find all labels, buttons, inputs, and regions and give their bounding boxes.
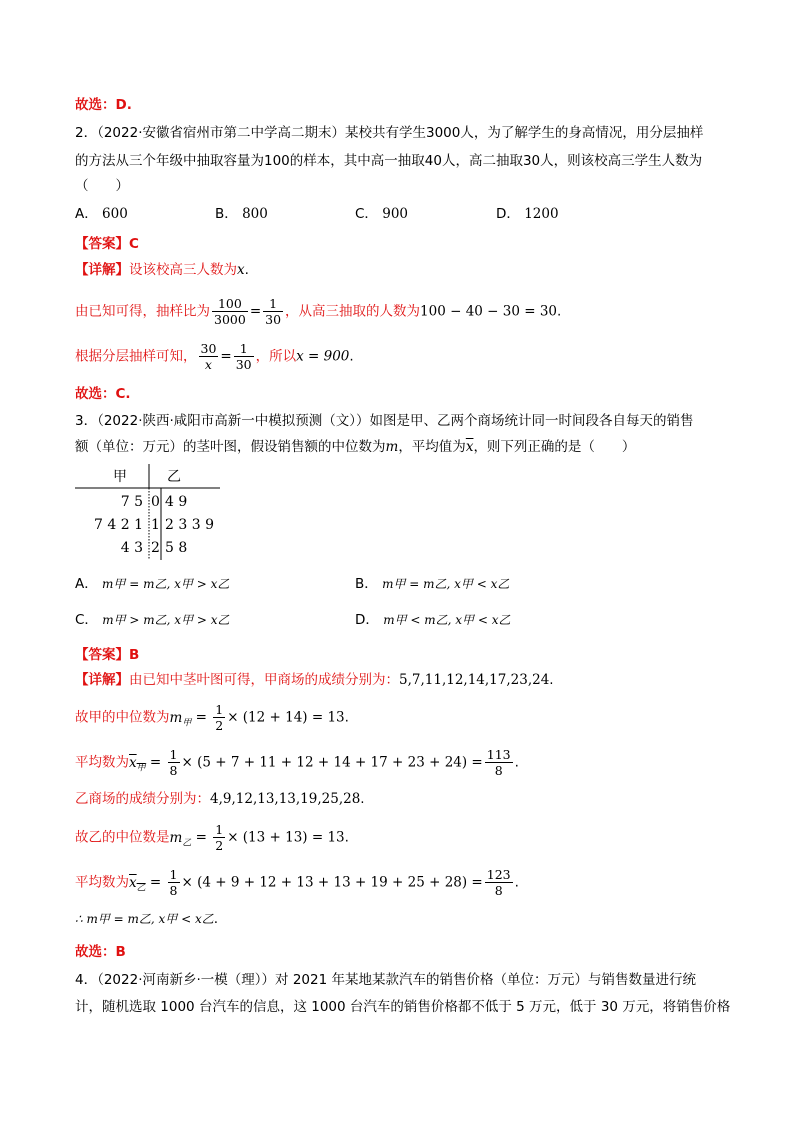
stem-leaf-head-left: 甲: [113, 469, 127, 485]
stem-leaf-right: 4 9: [165, 494, 188, 510]
q3-stem-line1: 3．（2022·陕西·咸阳市高新一中模拟预测（文））如图是甲、乙两个商场统计同一时间段各自每天的销售: [75, 413, 694, 429]
q2-answer: 【答案】C: [75, 236, 139, 252]
stem-leaf-head-right: 乙: [167, 469, 181, 485]
stem-leaf-stem: 0: [151, 494, 160, 510]
q3-option-b: B． m甲 = m乙, x甲 < x乙: [355, 576, 510, 592]
stem-leaf-lines: [75, 462, 225, 562]
q2-choice: 故选：C.: [75, 386, 131, 402]
stem-leaf-left: 7 5: [120, 494, 143, 510]
q3-choice: 故选：B: [75, 944, 126, 960]
q2-detail2: 由已知可得，抽样比为 $\frac{100}{3000}$ = $\frac{1}{30}$ ，从高三抽取的人数为100 − 40 − 30 = 30.: [75, 296, 562, 327]
q3-detail3: 平均数为$x_甲$ = $\frac{1}{8}$ × (5 + 7 + 11 + 12 + 14 + 17 + 23 + 24) = $\frac{113}{8}$ .: [75, 747, 519, 778]
stem-leaf-plot: [75, 462, 225, 562]
q3-answer: 【答案】B: [75, 647, 140, 663]
q3-detail6: 平均数为$x_乙$ = $\frac{1}{8}$ × (4 + 9 + 12 + 13 + 13 + 19 + 25 + 28) = $\frac{123}{8}$ .: [75, 867, 519, 898]
q2-stem-line1: 2．（2022·安徽省宿州市第二中学高二期末）某校共有学生3000人，为了解学生的身高情况，用分层抽样: [75, 125, 704, 141]
q2-detail3: 根据分层抽样可知， $\frac{30}{x}$ = $\frac{1}{30}$ ，所以x = 900.: [75, 341, 354, 372]
q1-choice: 故选：D.: [75, 97, 132, 113]
q2-stem-line2: 的方法从三个年级中抽取容量为100的样本，其中高一抽取40人，高二抽取30人，则该校高三学生人数为: [75, 153, 703, 169]
q3-detail2: 故甲的中位数为$m_甲$ = $\frac{1}{2}$ × (12 + 14) = 13.: [75, 702, 349, 733]
q3-detail1: 【详解】由已知中茎叶图可得，甲商场的成绩分别为：5,7,11,12,14,17,23,24.: [75, 672, 554, 688]
q3-detail7: ∴ m甲 = m乙, x甲 < x乙.: [75, 911, 219, 927]
stem-leaf-left: 7 4 2 1: [94, 517, 143, 533]
q2-option-b: B． 800: [215, 206, 268, 222]
q2-detail1: 【详解】设该校高三人数为x.: [75, 262, 249, 278]
stem-leaf-stem: 1: [151, 517, 160, 533]
stem-leaf-right: 5 8: [165, 540, 188, 556]
q4-line1: 4．（2022·河南新乡·一模（理））对 2021 年某地某款汽车的销售价格（单位：万元）与销售数量进行统: [75, 972, 696, 988]
q3-stem-line2: 额（单位：万元）的茎叶图，假设销售额的中位数为m，平均值为$\overline{x}$，则下列正确的是（ ）: [75, 439, 636, 455]
q2-stem-line3: （ ）: [75, 178, 129, 194]
q3-option-c: C． m甲 > m乙, x甲 > x乙: [75, 612, 230, 628]
q2-option-a: A． 600: [75, 206, 128, 222]
q3-detail4: 乙商场的成绩分别为：4,9,12,13,13,19,25,28.: [75, 791, 365, 807]
q4-line2: 计，随机选取 1000 台汽车的信息，这 1000 台汽车的销售价格都不低于 5 万元，低于 30 万元，将销售价格: [75, 999, 731, 1015]
q3-detail5: 故乙的中位数是$m_乙$ = $\frac{1}{2}$ × (13 + 13) = 13.: [75, 822, 349, 853]
q2-option-d: D． 1200: [496, 206, 559, 222]
stem-leaf-stem: 2: [151, 540, 160, 556]
q2-option-c: C． 900: [355, 206, 409, 222]
stem-leaf-right: 2 3 3 9: [165, 517, 214, 533]
q3-option-a: A． m甲 = m乙, x甲 > x乙: [75, 576, 230, 592]
q3-option-d: D． m甲 < m乙, x甲 < x乙: [355, 612, 511, 628]
stem-leaf-left: 4 3: [120, 540, 143, 556]
